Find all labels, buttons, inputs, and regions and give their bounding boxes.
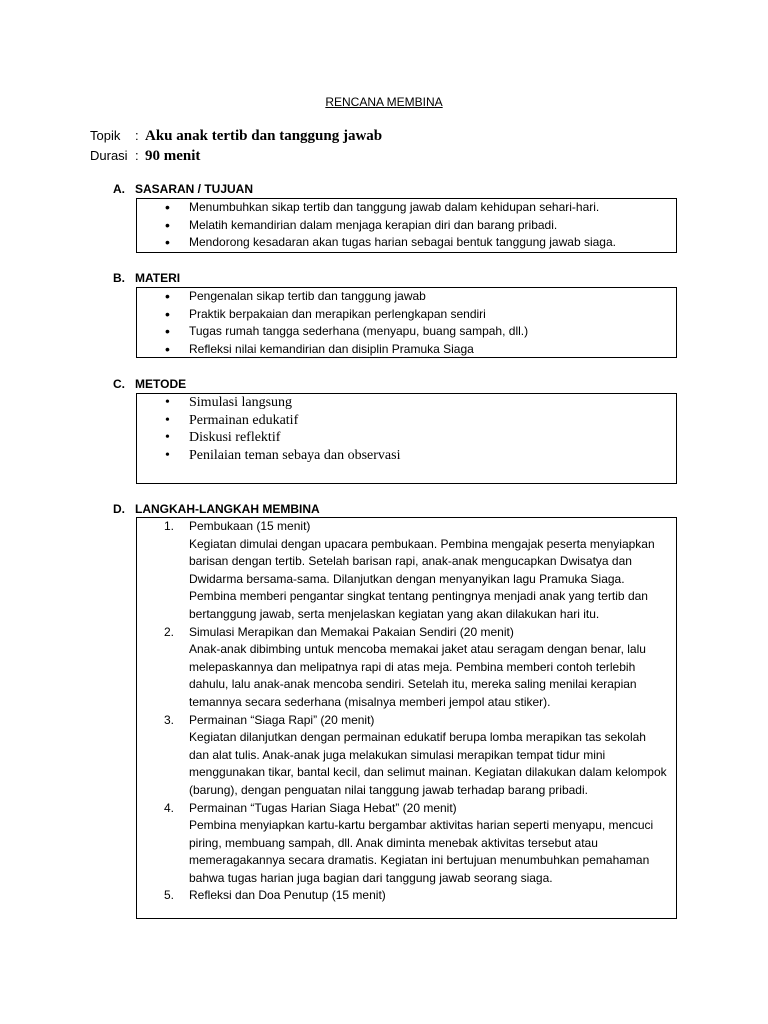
section-c-heading (113, 377, 186, 391)
step-number: 5. (164, 888, 175, 903)
step-title: Permainan “Siaga Rapi” (20 menit) (189, 712, 375, 727)
step-item (137, 518, 668, 624)
goal-list (137, 199, 668, 252)
section-title: METODE (135, 377, 187, 391)
material-list (137, 288, 668, 358)
topic-label: Topik (90, 128, 121, 143)
list-item: • Pengenalan sikap tertib dan tanggung jawab (137, 288, 668, 306)
section-a-heading (113, 182, 253, 196)
section-b-heading (113, 271, 180, 285)
page-title: RENCANA MEMBINA (325, 95, 443, 109)
list-item: • Simulasi langsung (137, 394, 668, 412)
step-description: Kegiatan dilanjutkan dengan permainan edukatif berupa lomba merapikan tas sekolah dan alat tulis. Anak-anak juga melakukan simulasi merapikan tempat tidur mini menggunakan tikar, bantal kecil, dan selimut mainan. Kegiatan dilakukan dalam kelompok (barung), dengan penguatan nilai tanggung jawab terhadap barang pribadi. (189, 730, 667, 797)
section-title: LANGKAH-LANGKAH MEMBINA (135, 502, 320, 516)
step-description: Kegiatan dimulai dengan upacara pembukaan. Pembina mengajak peserta menyiapkan barisan dengan tertib. Setelah barisan rapi, anak-anak mengucapkan Dwisatya dan Dwidarma bersama-sama. Dilanjutkan dengan menyanyikan lagu Pramuka Siaga. Pembina memberi pengantar singkat tentang pentingnya menjadi anak yang tertib dan bertanggung jawab, serta menjelaskan kegiatan yang akan dilakukan hari itu. (189, 536, 655, 621)
step-title: Refleksi dan Doa Penutup (15 menit) (189, 888, 386, 903)
section-letter: B. (113, 271, 125, 285)
step-number: 3. (164, 712, 175, 727)
topic-colon: : (135, 128, 139, 143)
step-number: 4. (164, 800, 175, 815)
section-b-box (136, 287, 677, 358)
section-a-box (136, 198, 677, 253)
list-item: • Refleksi nilai kemandirian dan disiplin Pramuka Siaga (137, 341, 668, 359)
step-item (137, 624, 668, 712)
topic-value: Aku anak tertib dan tanggung jawab (145, 128, 383, 144)
duration-row (90, 148, 200, 165)
step-description: Anak-anak dibimbing untuk mencoba memakai jaket atau seragam dengan benar, lalu melepaskannya dan melipatnya rapi di atas meja. Pembina memberi contoh terlebih dahulu, lalu anak-anak mencoba sendiri. Setelah itu, mereka saling menilai kerapian temannya secara sederhana (misalnya memberi jempol atau stiker). (189, 642, 646, 709)
section-title: SASARAN / TUJUAN (135, 182, 254, 196)
section-letter: C. (113, 377, 125, 391)
step-title: Permainan “Tugas Harian Siaga Hebat” (20 menit) (189, 800, 457, 815)
list-item: • Mendorong kesadaran akan tugas harian sebagai bentuk tanggung jawab siaga. (137, 234, 668, 252)
topic-row (90, 128, 382, 145)
steps-list (137, 518, 668, 905)
list-item: • Diskusi reflektif (137, 429, 668, 447)
list-item: • Penilaian teman sebaya dan observasi (137, 447, 668, 465)
list-item: • Praktik berpakaian dan merapikan perlengkapan sendiri (137, 306, 668, 324)
step-number: 2. (164, 624, 175, 639)
section-title: MATERI (135, 271, 181, 285)
section-c-box (136, 393, 677, 484)
duration-value: 90 menit (145, 148, 201, 164)
step-item (137, 712, 668, 800)
duration-label: Durasi (90, 148, 128, 163)
method-list (137, 394, 668, 464)
list-item: • Menumbuhkan sikap tertib dan tanggung jawab dalam kehidupan sehari-hari. (137, 199, 668, 217)
list-item: • Melatih kemandirian dalam menjaga kerapian diri dan barang pribadi. (137, 217, 668, 235)
step-title: Simulasi Merapikan dan Memakai Pakaian Sendiri (20 menit) (189, 624, 514, 639)
step-title: Pembukaan (15 menit) (189, 519, 311, 533)
step-item (137, 800, 668, 888)
section-letter: A. (113, 182, 125, 196)
step-item (137, 887, 668, 905)
section-d-box (136, 517, 677, 919)
section-d-heading (113, 502, 320, 516)
step-number: 1. (164, 519, 175, 533)
list-item: • Permainan edukatif (137, 412, 668, 430)
step-description: Pembina menyiapkan kartu-kartu bergambar aktivitas harian seperti menyapu, mencuci piring, membuang sampah, dll. Anak diminta menebak aktivitas tersebut atau memeragakannya secara dramatis. Kegiatan ini bertujuan menumbuhkan pemahaman bahwa tugas harian juga bagian dari tanggung jawab seorang siaga. (189, 818, 654, 885)
section-letter: D. (113, 502, 125, 516)
list-item: • Tugas rumah tangga sederhana (menyapu, buang sampah, dll.) (137, 323, 668, 341)
duration-colon: : (135, 148, 139, 163)
